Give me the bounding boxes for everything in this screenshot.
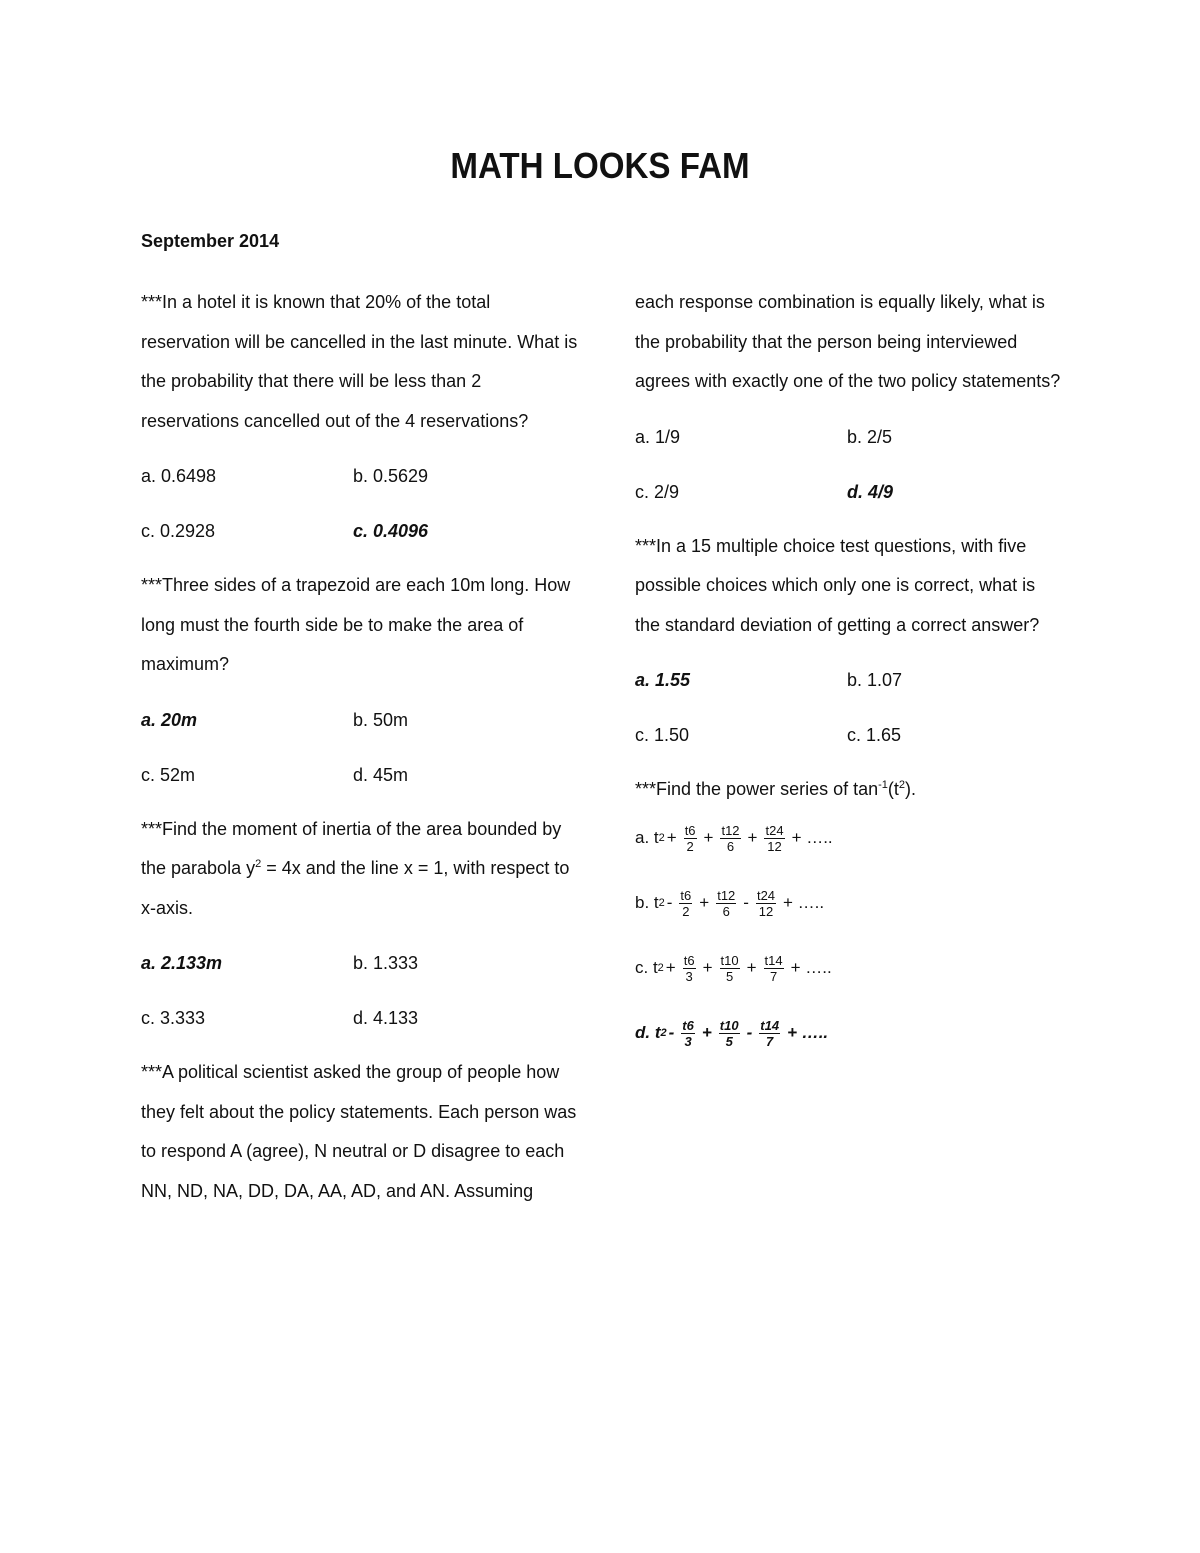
option: c. 3.333 [141,1008,206,1028]
question-4-options [635,417,1065,512]
question-2-options [141,700,581,795]
series-option: c. t 2 + $\frac{t6}{3}$ + $\frac{t10}{5}$ + $\frac{t14}{7}$ + ….. [635,952,832,984]
question-6 [635,770,1065,1056]
question-5-options [635,660,1065,755]
right-column [635,283,1065,1076]
option: b. 0.5629 [353,466,429,486]
question-4-part-2 [635,283,1065,512]
option-correct: a. 20m [141,709,198,730]
question-1 [141,283,581,551]
option: a. 1/9 [635,426,681,447]
series-option: b. t 2 - $\frac{t6}{2}$ + $\frac{t12}{6}$ - $\frac{t24}{12}$ + ….. [635,887,825,919]
option-correct: a. 1.55 [635,670,691,690]
question-2-text: ***Three sides of a trapezoid are each 10m long. How long must the fourth side be to make the area of maximum? [141,575,571,674]
question-2 [141,566,581,795]
option: b. 50m [353,709,409,730]
page-title: MATH LOOKS FAM [450,145,750,186]
option: c. 0.2928 [141,521,216,541]
question-3-options [141,943,581,1038]
option: b. 1.07 [847,670,903,690]
option: a. 0.6498 [141,466,217,486]
option-correct: c. 0.4096 [353,521,429,541]
question-3 [141,810,581,1039]
option: c. 1.65 [847,725,902,745]
question-4-text-start: ***A political scientist asked the group of people how they felt about the policy statements. Each person was to respond A (agree), N neutral or D disagree to each NN, ND, NA, DD, DA, AA, AD, and AN. Assuming [141,1062,577,1201]
question-5-text: ***In a 15 multiple choice test questions, with five possible choices which only one is correct, what is the standard deviation of getting a correct answer? [635,535,1040,635]
exam-date: September 2014 [141,231,280,251]
series-option-correct: d. t 2 - $\frac{t6}{3}$ + $\frac{t10}{5}$ - $\frac{t14}{7}$ + ….. [635,1017,829,1049]
series-option: a. t 2 + $\frac{t6}{2}$ + $\frac{t12}{6}$ + $\frac{t24}{12}$ + ….. [635,822,833,854]
option: c. 2/9 [635,481,680,502]
option: c. 1.50 [635,725,690,745]
question-4-part-1 [141,1053,581,1211]
option: b. 2/5 [847,426,893,447]
left-column [141,283,581,1226]
option: b. 1.333 [353,953,419,973]
question-3-text: ***Find the moment of inertia of the area bounded by the parabola $y^2 = 4x$ and the line x = 1, with respect to x-axis. [141,818,570,918]
question-5 [635,527,1065,756]
option: d. 4.133 [353,1008,419,1028]
option-correct: a. 2.133m [141,953,223,973]
question-1-text: ***In a hotel it is known that 20% of the total reservation will be cancelled in the last minute. What is the probability that there will be less than 2 reservations cancelled out of the 4 reservations? [141,292,578,431]
option: c. 52m [141,764,196,785]
question-4-text-end: each response combination is equally likely, what is the probability that the person being interviewed agrees with exactly one of the two policy statements? [635,292,1061,391]
question-6-text: ***Find the power series of $\tan^{-1}(t^2)$. [635,779,917,799]
question-6-options [635,816,1065,1056]
option-correct: d. 4/9 [847,481,894,502]
option: d. 45m [353,764,409,785]
question-1-options [141,456,581,551]
